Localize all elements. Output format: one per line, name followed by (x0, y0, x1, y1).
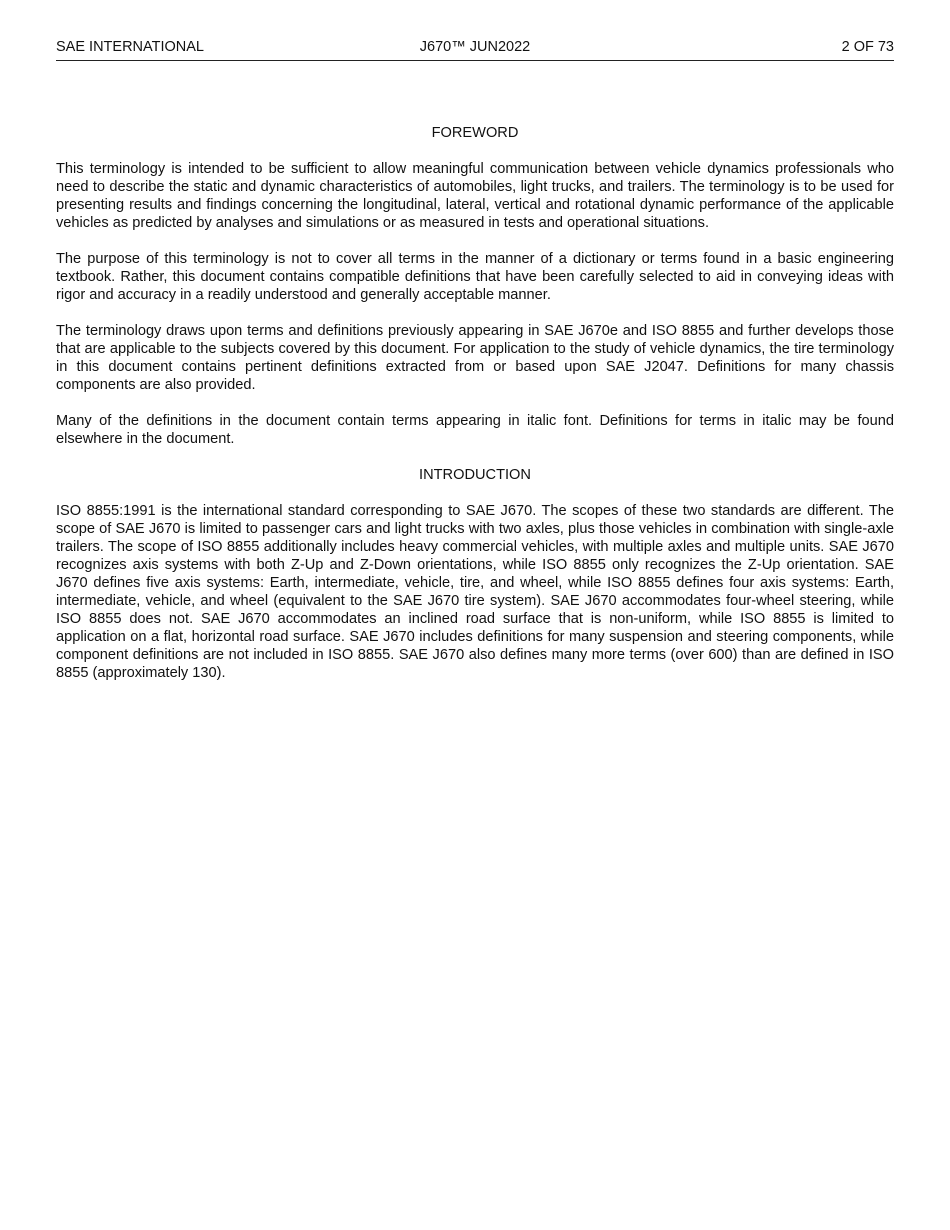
foreword-paragraph: Many of the definitions in the document contain terms appearing in italic font. Definitions for terms in italic may be found elsewhere in the document. (56, 413, 894, 447)
header-document-id: J670™ JUN2022 (419, 39, 531, 55)
foreword-paragraph: This terminology is intended to be sufficient to allow meaningful communication between vehicle dynamics professionals who need to describe the static and dynamic characteristics of automobiles, light trucks, and trailers. The terminology is to be used for presenting results and findings concerning the longitudinal, lateral, vertical and rotational dynamic performance of the applicable vehicles as predicted by analyses and simulations or as measured in tests and operational situations. (56, 161, 894, 231)
foreword-heading: FOREWORD (431, 125, 519, 141)
page-header (56, 38, 894, 61)
introduction-paragraph: ISO 8855:1991 is the international standard corresponding to SAE J670. The scopes of these two standards are different. The scope of SAE J670 is limited to passenger cars and light trucks with two axles, plus those vehicles in combination with single-axle trailers. The scope of ISO 8855 additionally includes heavy commercial vehicles, with multiple axles and multiple units. SAE J670 recognizes axis systems with both Z-Up and Z-Down orientations, while ISO 8855 only recognizes the Z-Up orientation. SAE J670 defines five axis systems: Earth, intermediate, vehicle, tire, and wheel, while ISO 8855 defines four axis systems: Earth, intermediate, vehicle, and wheel (equivalent to the SAE J670 tire system). SAE J670 accommodates four-wheel steering, while ISO 8855 does not. SAE J670 accommodates an inclined road surface that is non-uniform, while ISO 8855 is limited to application on a flat, horizontal road surface. SAE J670 includes definitions for many suspension and steering components, while component definitions are not included in ISO 8855. SAE J670 also defines many more terms (over 600) than are defined in ISO 8855 (approximately 130). (56, 503, 894, 681)
header-organization: SAE INTERNATIONAL (56, 39, 204, 55)
introduction-heading: INTRODUCTION (419, 467, 531, 483)
header-page-number: 2 OF 73 (841, 39, 894, 55)
document-body (56, 124, 894, 700)
foreword-paragraph: The purpose of this terminology is not to cover all terms in the manner of a dictionary or terms found in a basic engineering textbook. Rather, this document contains compatible definitions that have been carefully selected to aid in conveying ideas with rigor and accuracy in a readily understood and generally acceptable manner. (56, 251, 894, 303)
foreword-paragraph: The terminology draws upon terms and definitions previously appearing in SAE J670e and ISO 8855 and further develops those that are applicable to the subjects covered by this document. For application to the study of vehicle dynamics, the tire terminology in this document contains pertinent definitions extracted from or based upon SAE J2047. Definitions for many chassis components are also provided. (56, 323, 894, 393)
